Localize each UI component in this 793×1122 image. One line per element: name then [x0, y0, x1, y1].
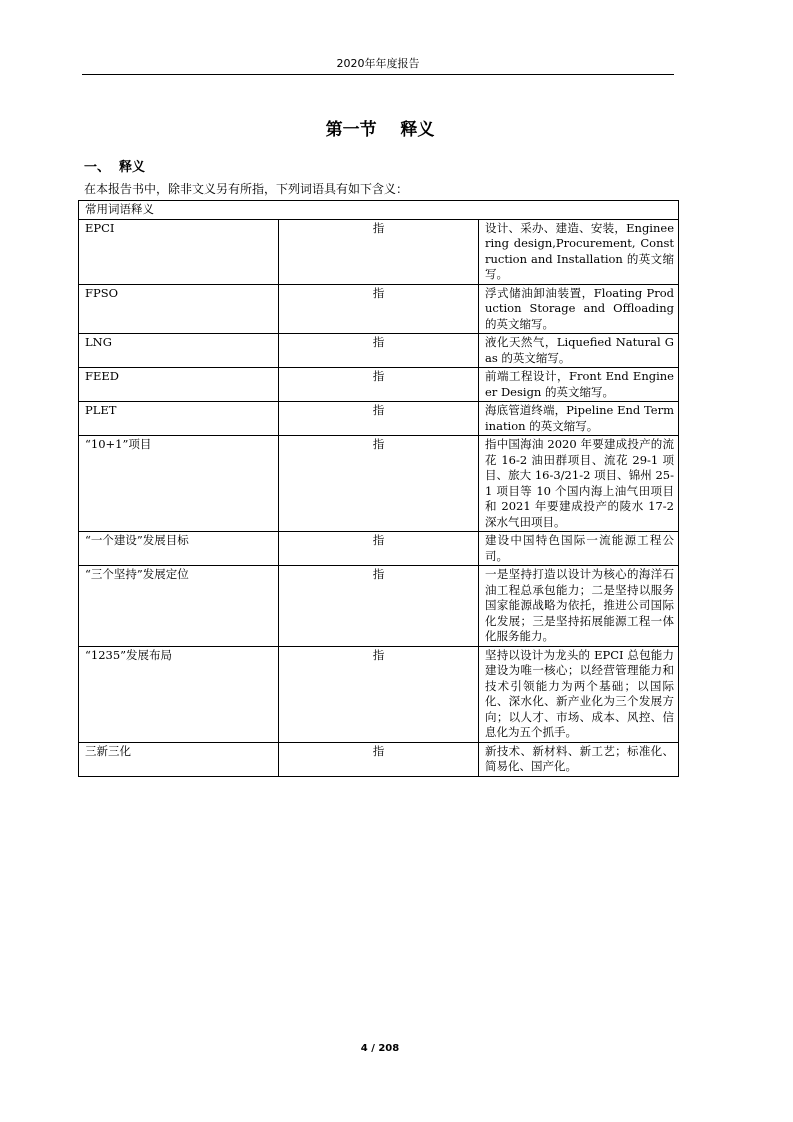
- term-cell: “10+1”项目: [79, 436, 279, 532]
- table-row: [79, 368, 679, 402]
- table-caption-row: [79, 201, 679, 220]
- desc-cell: 设计、采办、建造、安装，Engineering design,Procurement, Construction and Installation 的英文缩写。: [479, 219, 679, 284]
- table-row: [79, 402, 679, 436]
- term-cell: “三个坚持”发展定位: [79, 566, 279, 647]
- table-row: [79, 646, 679, 742]
- definitions-table: [78, 200, 679, 777]
- term-cell: FEED: [79, 368, 279, 402]
- term-cell: “1235”发展布局: [79, 646, 279, 742]
- ref-cell: 指: [279, 532, 479, 566]
- term-cell: “一个建设”发展目标: [79, 532, 279, 566]
- table-caption: 常用词语释义: [79, 201, 679, 220]
- table-row: [79, 742, 679, 776]
- ref-cell: 指: [279, 436, 479, 532]
- desc-cell: 液化天然气，Liquefied Natural Gas 的英文缩写。: [479, 334, 679, 368]
- desc-cell: 新技术、新材料、新工艺；标准化、简易化、国产化。: [479, 742, 679, 776]
- page-number: 4 / 208: [360, 1043, 400, 1054]
- ref-cell: 指: [279, 334, 479, 368]
- desc-cell: 浮式储油卸油装置，Floating Production Storage and Offloading 的英文缩写。: [479, 284, 679, 334]
- intro-text: 在本报告书中，除非文义另有所指，下列词语具有如下含义：: [84, 182, 409, 196]
- table-row: [79, 219, 679, 284]
- term-cell: LNG: [79, 334, 279, 368]
- section-title: 第一节 释义: [325, 120, 435, 140]
- desc-cell: 海底管道终端，Pipeline End Termination 的英文缩写。: [479, 402, 679, 436]
- page-header: [82, 56, 674, 75]
- ref-cell: 指: [279, 402, 479, 436]
- ref-cell: 指: [279, 219, 479, 284]
- ref-cell: 指: [279, 742, 479, 776]
- term-cell: EPCI: [79, 219, 279, 284]
- report-title: 2020年年度报告: [336, 57, 420, 70]
- term-cell: 三新三化: [79, 742, 279, 776]
- table-row: [79, 334, 679, 368]
- subheading: 一、 释义: [84, 160, 146, 175]
- desc-cell: 前端工程设计，Front End Engineer Design 的英文缩写。: [479, 368, 679, 402]
- ref-cell: 指: [279, 284, 479, 334]
- desc-cell: 坚持以设计为龙头的 EPCI 总包能力建设为唯一核心；以经营管理能力和技术引领能力为两个基础；以国际化、深水化、新产业化为三个发展方向；以人才、市场、成本、风控、信息化为五个抓手。: [479, 646, 679, 742]
- term-cell: FPSO: [79, 284, 279, 334]
- table-row: [79, 284, 679, 334]
- desc-cell: 指中国海油 2020 年要建成投产的流花 16-2 油田群项目、流花 29-1 项目、旅大 16-3/21-2 项目、锦州 25-1 项目等 10 个国内海上油气田项目和 2021 年要建成投产的陵水 17-2 深水气田项目。: [479, 436, 679, 532]
- desc-cell: 一是坚持打造以设计为核心的海洋石油工程总承包能力；二是坚持以服务国家能源战略为依托，推进公司国际化发展；三是坚持拓展能源工程一体化服务能力。: [479, 566, 679, 647]
- ref-cell: 指: [279, 368, 479, 402]
- table-row: [79, 566, 679, 647]
- table-row: [79, 436, 679, 532]
- term-cell: PLET: [79, 402, 279, 436]
- table-row: [79, 532, 679, 566]
- ref-cell: 指: [279, 566, 479, 647]
- ref-cell: 指: [279, 646, 479, 742]
- desc-cell: 建设中国特色国际一流能源工程公司。: [479, 532, 679, 566]
